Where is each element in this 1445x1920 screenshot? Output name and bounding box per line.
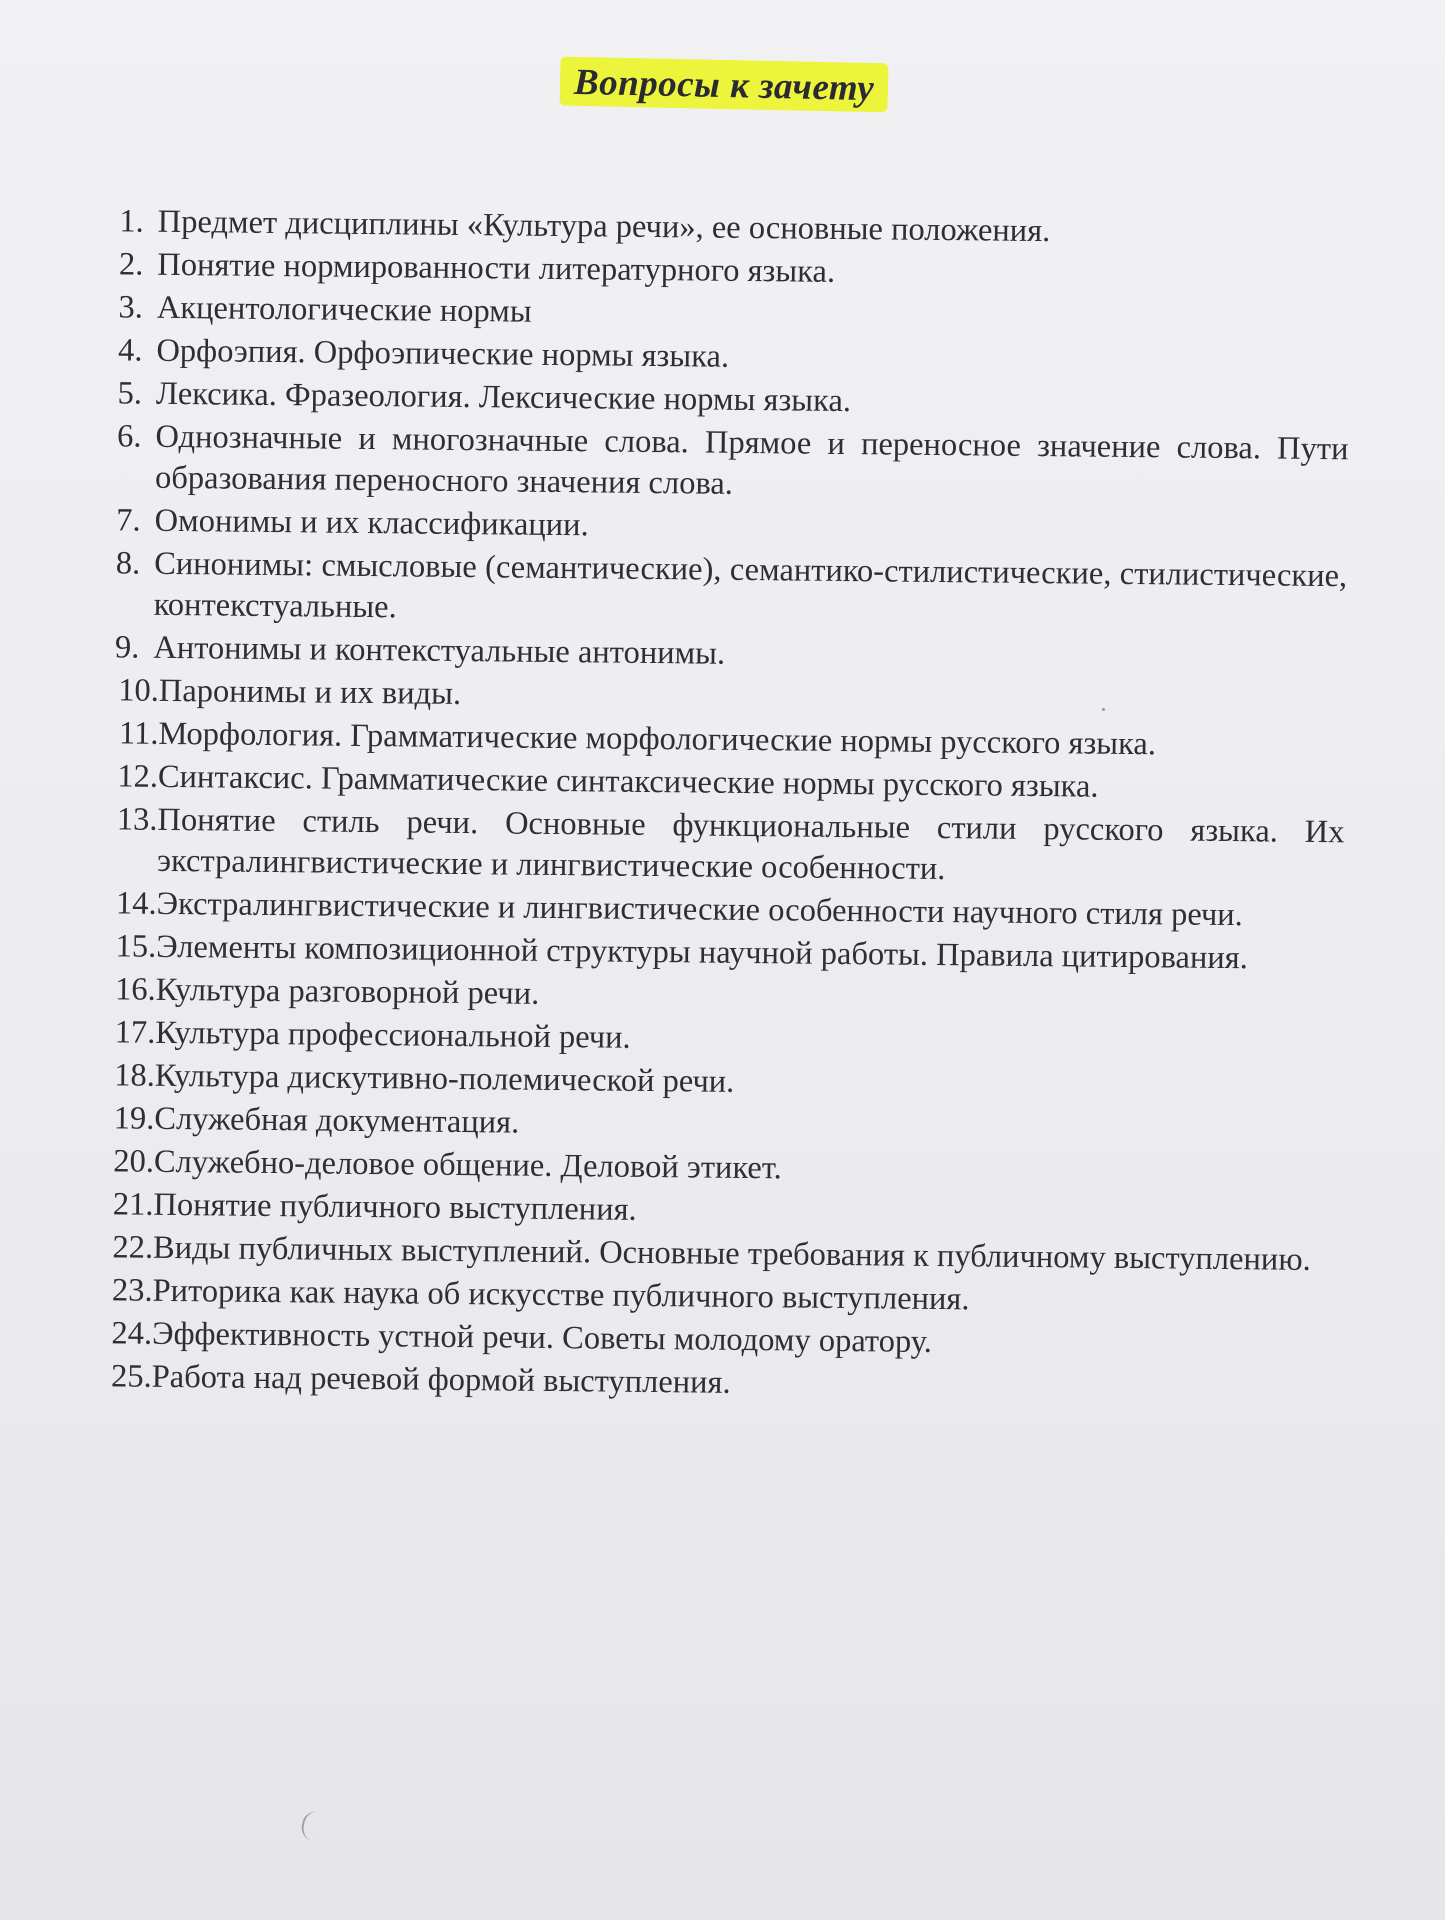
question-text: Виды публичных выступлений. Основные требования к публичному выступлению. (152, 1229, 1311, 1278)
question-number: 11. (118, 715, 159, 752)
question-number: 24. (111, 1315, 153, 1352)
question-list (69, 201, 1354, 1410)
question-text: Экстралингвистические и лингвистические особенности научного стиля речи. (156, 885, 1243, 934)
question-number: 18. (114, 1057, 156, 1094)
question-text: Эффективность устной речи. Советы молодому оратору. (151, 1315, 933, 1360)
question-text: Понятие публичного выступления. (153, 1186, 637, 1228)
question-number: 9. (114, 629, 140, 666)
question-text: Лексика. Фразеология. Лексические нормы языка. (155, 375, 852, 420)
question-number: 22. (112, 1229, 154, 1266)
question-number: 14. (115, 885, 157, 922)
pen-mark (299, 1809, 319, 1841)
question-number: 7. (116, 502, 141, 539)
question-text: Предмет дисциплины «Культура речи», ее основные положения. (157, 203, 1051, 250)
question-number: 3. (118, 289, 144, 326)
question-text: Культура разговорной речи. (155, 971, 540, 1012)
list-item (78, 543, 1352, 638)
question-text: Омонимы и их классификации. (154, 502, 589, 544)
question-text: Морфология. Грамматические морфологические нормы русского языка. (158, 715, 1157, 763)
question-text: Однозначные и многозначные слова. Прямое и переносное значение слова. Пути образования переносного значения слова. (154, 418, 1349, 502)
list-item (75, 799, 1349, 894)
question-number: 12. (117, 758, 159, 795)
question-text: Работа над речевой формой выступления. (151, 1358, 731, 1401)
question-number: 13. (116, 801, 158, 838)
question-text: Понятие нормированности литературного языка. (157, 246, 836, 290)
question-text: Элементы композиционной структуры научной работы. Правила цитирования. (156, 928, 1249, 977)
question-number: 6. (116, 418, 142, 455)
question-text: Служебная документация. (154, 1100, 520, 1141)
question-number: 16. (114, 971, 156, 1008)
question-text: Культура профессиональной речи. (155, 1014, 631, 1056)
question-number: 1. (119, 203, 144, 240)
question-number: 25. (110, 1358, 152, 1395)
question-text: Паронимы и их виды. (158, 672, 462, 712)
question-number: 23. (111, 1272, 153, 1309)
question-number: 8. (115, 545, 141, 582)
question-text: Понятие стиль речи. Основные функциональные стили русского языка. Их экстралингвистические и лингвистические особенности. (156, 801, 1345, 888)
question-number: 21. (112, 1186, 154, 1223)
page-title: Вопросы к зачету (560, 57, 889, 113)
question-number: 4. (117, 332, 143, 369)
question-text: Антонимы и контекстуальные антонимы. (153, 629, 726, 672)
question-number: 15. (115, 928, 157, 965)
title-wrapper (82, 60, 1355, 109)
paper-speck (1102, 708, 1105, 711)
question-text: Служебно-деловое общение. Деловой этикет. (153, 1143, 782, 1187)
question-number: 10. (118, 672, 160, 709)
question-number: 17. (114, 1014, 156, 1051)
question-number: 19. (113, 1100, 155, 1137)
question-number: 2. (118, 246, 144, 283)
question-text: Акцентологические нормы (156, 289, 532, 330)
question-text: Синтаксис. Грамматические синтаксические нормы русского языка. (157, 758, 1099, 805)
question-text: Синонимы: смысловые (семантические), семантико-стилистические, стилистические, контекстуальные. (153, 545, 1348, 626)
question-text: Риторика как наука об искусстве публичного выступления. (152, 1272, 970, 1318)
question-number: 5. (117, 375, 143, 412)
list-item (79, 416, 1353, 511)
question-number: 20. (113, 1143, 155, 1180)
question-text: Культура дискутивно-полемической речи. (154, 1057, 735, 1100)
question-text: Орфоэпия. Орфоэпические нормы языка. (156, 332, 730, 375)
